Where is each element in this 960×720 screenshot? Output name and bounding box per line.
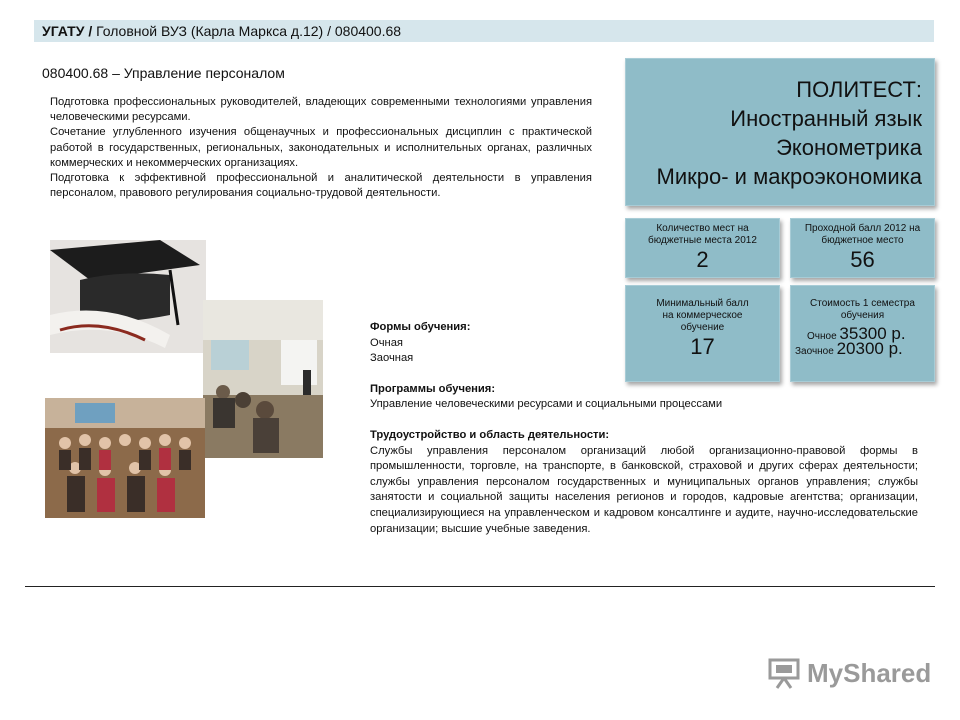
cost-card — [790, 285, 935, 382]
header-bar — [34, 20, 934, 42]
employment-text: Службы управления персоналом организаций любой организационно-правовой формы в промышленности, торговле, на транспорте, в банковской, страховой и других сферах деятельности; службы управления персоналом государственных и муниципальных органов управления; службы занятости и социальной защиты населения регионов и городов, кадровые агентства; организации, специализирующиеся на управленческом и кадровом консалтинге и аудите, научно-исследовательские организации; высшие учебные заведения. — [370, 444, 918, 535]
pass-score-value: 56 — [850, 247, 875, 272]
min-commercial-card — [625, 285, 780, 382]
budget-places-card — [625, 218, 780, 278]
description-paragraph: Подготовка профессиональных руководителей, владеющих современными технологиями управления человеческими ресурсами. — [50, 96, 592, 124]
watermark-brand: MyShared — [807, 658, 932, 688]
exams-label: ПОЛИТЕСТ: — [796, 77, 922, 102]
presentation-board-icon — [767, 656, 801, 690]
budget-places-value: 2 — [696, 247, 709, 272]
cost-extramural-value: 20300 р. — [836, 339, 903, 358]
graduation-cap-photo — [50, 240, 206, 353]
exam-subject: Микро- и макроэкономика — [656, 164, 922, 189]
min-commercial-value: 17 — [690, 334, 715, 359]
form-item: Заочная — [370, 352, 414, 365]
bottom-divider — [25, 586, 935, 587]
header-title-rest: Головной ВУЗ (Карла Маркса д.12) / 080400.68 — [92, 23, 402, 39]
employment-heading: Трудоустройство и область деятельности: — [370, 428, 610, 441]
exam-subject: Иностранный язык — [730, 106, 922, 131]
cost-label: Стоимость 1 семестра обучения — [810, 298, 915, 321]
budget-places-label: Количество мест на бюджетные места 2012 — [648, 223, 757, 246]
cost-extramural-row — [791, 339, 934, 358]
cost-fulltime-value: 35300 р. — [839, 324, 906, 343]
group-photo — [45, 398, 205, 518]
cost-extramural-label: Заочное — [795, 346, 834, 357]
exams-card — [625, 58, 935, 206]
description-paragraph: Сочетание углубленного изучения общенаучных и профессиональных дисциплин с практической работой в государственных, региональных, законодательных и исполнительных органах, различных коммерческих и некоммерческих организациях. — [50, 126, 592, 169]
description-paragraph: Подготовка к эффективной профессиональной и аналитической деятельности в управления персоналом, правового регулирования социально-трудовой деятельности. — [50, 172, 592, 200]
min-commercial-label: Минимальный балл на коммерческое обучение — [656, 298, 749, 333]
exam-subject: Эконометрика — [776, 135, 922, 160]
watermark-logo — [767, 656, 932, 692]
header-title-bold: УГАТУ / — [42, 23, 93, 39]
cost-fulltime-label: Очное — [807, 331, 837, 342]
pass-score-label: Проходной балл 2012 на бюджетное место — [804, 223, 921, 246]
classroom-photo — [203, 300, 323, 458]
form-item: Очная — [370, 336, 403, 349]
specialty-description — [50, 95, 592, 201]
pass-score-card — [790, 218, 935, 278]
programs-heading: Программы обучения: — [370, 382, 496, 395]
forms-heading: Формы обучения: — [370, 321, 471, 333]
program-item: Управление человеческими ресурсами и социальными процессами — [370, 398, 723, 411]
specialty-title: 080400.68 – Управление персоналом — [42, 65, 285, 81]
